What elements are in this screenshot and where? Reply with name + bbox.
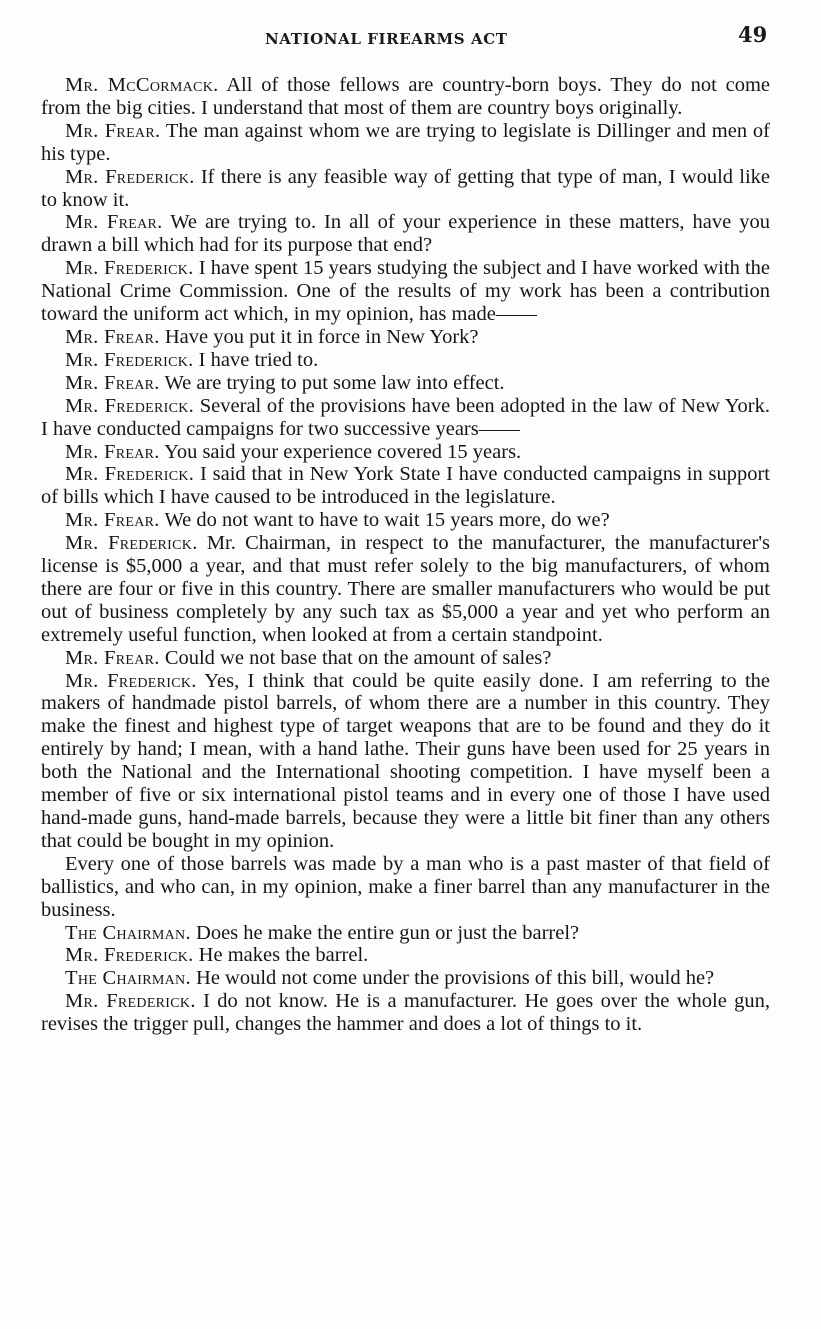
paragraph [41,74,770,120]
paragraph [41,257,770,326]
paragraph [41,967,770,990]
paragraph [41,990,770,1036]
paragraph-text: Every one of those barrels was made by a man who is a past master of that field of ballistics, and who can, in my opinion, make a finer barrel than any manufacturer in the business. [41,852,770,921]
page-header [0,22,821,56]
paragraph [41,120,770,166]
speaker-name: Mr. Frear. [65,325,160,348]
speaker-name: Mr. Frederick. [65,944,194,967]
paragraph [41,349,770,372]
speaker-name: Mr. Frederick. [65,990,196,1013]
paragraph-text: We are trying to. In all of your experience in these matters, have you drawn a bill which had for its purpose that end? [41,211,770,257]
paragraph [41,441,770,464]
speaker-name: Mr. Frederick. [65,394,195,417]
speaker-name: Mr. Frederick. [65,669,197,692]
speaker-name: Mr. Frederick. [65,165,195,188]
paragraph [41,647,770,670]
paragraph-text: Mr. Chairman, in respect to the manufacturer, the manufacturer's license is $5,000 a year, and that must refer solely to the big manufacturers, of whom there are four or five in this country. There are smaller manufacturers who would be put out of business completely by any such tax as $5,000 a year and yet who perform an extremely useful function, when looked at from a certain standpoint. [41,532,770,646]
speaker-name: The Chairman. [65,921,191,944]
paragraph-text: The man against whom we are trying to legislate is Dillinger and men of his type. [41,119,770,165]
page-number: 49 [738,22,768,47]
speaker-name: Mr. Frear. [65,119,161,142]
paragraph-text: All of those fellows are country-born boys. They do not come from the big cities. I understand that most of them are country boys originally. [41,74,770,119]
paragraph [41,509,770,532]
paragraph [41,853,770,922]
paragraph-text: I said that in New York State I have conducted campaigns in support of bills which I have caused to be introduced in the legislature. [41,463,770,509]
speaker-name: Mr. Frear. [65,371,160,394]
paragraph-text: Several of the provisions have been adopted in the law of New York. I have conducted campaigns for two successive years—— [41,394,771,440]
speaker-name: Mr. Frederick. [65,348,194,371]
paragraph [41,532,770,647]
paragraph [41,211,770,257]
paragraph [41,166,770,212]
paragraph [41,670,770,853]
paragraph-text: You said your experience covered 15 years. [164,440,522,463]
speaker-name: Mr. Frear. [65,646,160,669]
paragraph-text: If there is any feasible way of getting that type of man, I would like to know it. [41,165,771,211]
paragraph [41,463,770,509]
paragraph [41,395,770,441]
paragraph-text: Yes, I think that could be quite easily done. I am referring to the makers of handmade pistol barrels, of whom there are a number in this country. They make the finest and highest type of target weapons that are to be found and they do it entirely by hand; I mean, with a hand lathe. Their guns have been used for 25 years in both the National and the International shooting competition. I have myself been a member of five or six international pistol teams and in every one of those I have used hand-made guns, hand-made barrels, because they were a little bit finer than any others that could be bought in my opinion. [41,669,770,852]
paragraph [41,922,770,945]
paragraph-text: Could we not base that on the amount of sales? [164,646,552,669]
running-head: NATIONAL FIREARMS ACT [265,30,508,48]
speaker-name: Mr. Frear. [65,509,160,532]
paragraph-text: Have you put it in force in New York? [164,325,479,348]
speaker-name: Mr. Frederick. [65,463,195,486]
speaker-name: Mr. McCormack. [65,74,219,96]
speaker-name: Mr. Frederick. [65,532,198,555]
speaker-name: Mr. Frear. [65,440,160,463]
speaker-name: The Chairman. [65,967,191,990]
speaker-name: Mr. Frear. [65,211,163,234]
paragraph-text: He would not come under the provisions of this bill, would he? [196,967,715,990]
paragraph [41,372,770,395]
paragraph-text: I do not know. He is a manufacturer. He goes over the whole gun, revises the trigger pull, changes the hammer and does a lot of things to it. [41,990,771,1036]
paragraph-text: I have tried to. [198,348,319,371]
paragraph-text: He makes the barrel. [198,944,369,967]
paragraph-text: We are trying to put some law into effect. [164,371,505,394]
paragraph [41,944,770,967]
hearing-transcript [41,74,770,1036]
paragraph [41,326,770,349]
paragraph-text: Does he make the entire gun or just the barrel? [196,921,580,944]
speaker-name: Mr. Frederick. [65,257,194,280]
paragraph-text: We do not want to have to wait 15 years more, do we? [164,509,610,532]
paragraph-text: I have spent 15 years studying the subject and I have worked with the National Crime Commission. One of the results of my work has been a contribution toward the uniform act which, in my opinion, has made—— [41,257,771,326]
